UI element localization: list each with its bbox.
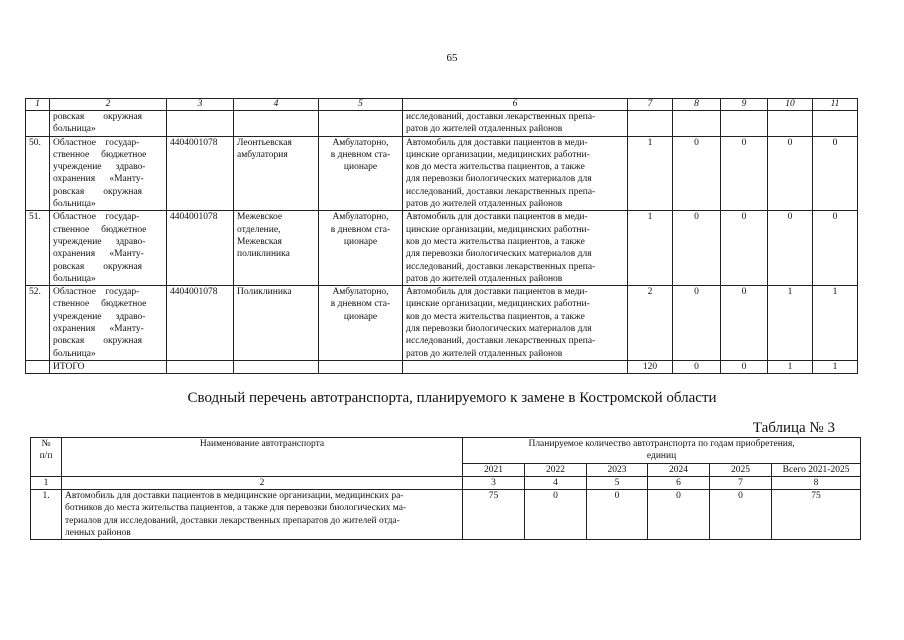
cell-value: 2 [628,286,673,361]
total-value: 0 [673,360,721,373]
cell-value: 0 [721,211,768,286]
table-row [26,286,858,361]
cell-purpose: Автомобиль для доставки пациентов в меди- цинские организации, медицинских работни- ков до места жительства пациентов, а также для перевозки биологических материалов для исследований, доставки лекарственных препа- ратов до жителей отдаленных районов [403,211,628,286]
cell-mode [319,111,403,137]
cell-num: 50. [26,136,50,211]
col-num: 1 [31,476,62,489]
header-cell: 5 [319,99,403,111]
cell-org: Областное государ- ственное бюджетное учреждение здраво- охранения «Манту- ровская окружная больница» [50,211,167,286]
cell-value: 0 [813,136,858,211]
col-num: 8 [772,476,861,489]
cell-num [26,111,50,137]
header-cell: 6 [403,99,628,111]
header-cell: 11 [813,99,858,111]
vehicles-table [25,98,858,374]
cell-value: 0 [673,136,721,211]
col-num: 7 [710,476,772,489]
col-num: 4 [525,476,587,489]
cell-inn [167,111,234,137]
total-row [26,360,858,373]
cell-mode: Амбулаторно, в дневном ста- ционаре [319,286,403,361]
cell-mode: Амбулаторно, в дневном ста- ционаре [319,136,403,211]
cell-unit: Леонтьевская амбулатория [234,136,319,211]
row-value: 0 [587,490,648,540]
cell-value: 0 [673,286,721,361]
cell-purpose: Автомобиль для доставки пациентов в меди- цинские организации, медицинских работни- ков до места жительства пациентов, а также для перевозки биологических материалов для исследований, доставки лекарственных препа- ратов до жителей отдаленных районов [403,136,628,211]
cell-value: 0 [721,136,768,211]
row-value: 75 [772,490,861,540]
cell-purpose: Автомобиль для доставки пациентов в меди- цинские организации, медицинских работни- ков до места жительства пациентов, а также для перевозки биологических материалов для исследований, доставки лекарственных препа- ратов до жителей отдаленных районов [403,286,628,361]
row-num: 1. [31,490,62,540]
year-header: 2023 [587,463,648,476]
cell-unit [234,111,319,137]
cell-value: 0 [721,286,768,361]
cell-value: 1 [628,211,673,286]
row-value: 0 [648,490,710,540]
table-row [31,490,861,540]
cell-purpose: исследований, доставки лекарственных препа- ратов до жителей отдаленных районов [403,111,628,137]
col-num: 2 [62,476,463,489]
year-header: 2024 [648,463,710,476]
cell-value: 0 [768,211,813,286]
cell-num [26,360,50,373]
year-header: 2021 [463,463,525,476]
section-title: Сводный перечень автотранспорта, планируемого к замене в Костромской области [187,390,717,406]
col-num: 6 [648,476,710,489]
cell-mode: Амбулаторно, в дневном ста- ционаре [319,211,403,286]
col-num: 5 [587,476,648,489]
header-num: № п/п [31,438,62,477]
cell-org: Областное государ- ственное бюджетное учреждение здраво- охранения «Манту- ровская окружная больница» [50,136,167,211]
cell-value: 1 [628,136,673,211]
total-value: 1 [768,360,813,373]
cell-value: 0 [673,211,721,286]
cell-org: ровская окружная больница» [50,111,167,137]
cell-value: 1 [813,286,858,361]
header-cell: 8 [673,99,721,111]
row-name: Автомобиль для доставки пациентов в медицинские организации, медицинских ра- ботников до места жительства пациентов, а также для перевозки биологических ма- териалов для исследований, доставки лекарственных препаратов до жителей отда- ленных районов [62,490,463,540]
cell-inn: 4404001078 [167,136,234,211]
total-value: 120 [628,360,673,373]
header-cell: 1 [26,99,50,111]
row-value: 75 [463,490,525,540]
summary-table [30,437,861,540]
table-row [26,211,858,286]
column-numbers-row [31,476,861,489]
cell-num: 51. [26,211,50,286]
header-planned: Планируемое количество автотранспорта по годам приобретения, единиц [463,438,861,464]
page-number: 65 [446,52,458,64]
cell-unit: Межевское отделение, Межевская поликлиника [234,211,319,286]
col-num: 3 [463,476,525,489]
cell-inn: 4404001078 [167,286,234,361]
cell-inn: 4404001078 [167,211,234,286]
cell-value: 1 [768,286,813,361]
header-cell: 7 [628,99,673,111]
cell-unit: Поликлиника [234,286,319,361]
cell-value: 0 [768,136,813,211]
year-header: Всего 2021-2025 [772,463,861,476]
year-header: 2025 [710,463,772,476]
row-value: 0 [525,490,587,540]
header-cell: 9 [721,99,768,111]
row-value: 0 [710,490,772,540]
total-value: 1 [813,360,858,373]
header-cell: 3 [167,99,234,111]
cell-value: 0 [813,211,858,286]
header-cell: 10 [768,99,813,111]
total-label: ИТОГО [50,360,167,373]
table-header-row [26,99,858,111]
table-row [26,111,858,137]
table-row [26,136,858,211]
header-cell: 2 [50,99,167,111]
cell-num: 52. [26,286,50,361]
total-value: 0 [721,360,768,373]
header-name: Наименование автотранспорта [62,438,463,477]
year-header: 2022 [525,463,587,476]
table-label: Таблица № 3 [752,420,835,436]
cell-org: Областное государ- ственное бюджетное учреждение здраво- охранения «Манту- ровская окружная больница» [50,286,167,361]
header-cell: 4 [234,99,319,111]
